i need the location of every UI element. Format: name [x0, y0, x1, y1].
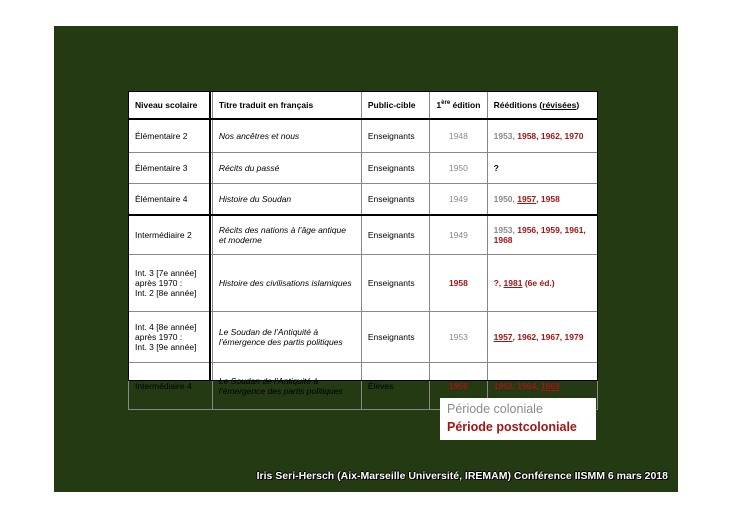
- reedition-segment: 1956, 1959, 1961, 1968: [493, 225, 586, 245]
- cell-level: Élémentaire 3: [129, 153, 213, 184]
- level-line: Int. 3 [7e année]: [135, 268, 197, 278]
- legend-colonial: Période coloniale: [447, 402, 543, 416]
- cell-audience: Enseignants: [361, 255, 429, 312]
- cell-level: [129, 255, 213, 312]
- reedition-segment: 1969: [540, 381, 560, 391]
- cell-reeditions: [487, 255, 597, 312]
- cell-level: [129, 312, 213, 363]
- table-row: [129, 312, 598, 363]
- cell-first-edition: 1950: [430, 153, 487, 184]
- cell-reeditions: [487, 215, 597, 255]
- cell-level: Intermédiaire 2: [129, 215, 213, 255]
- cell-level: Élémentaire 2: [129, 119, 213, 153]
- table-header-row: [129, 92, 598, 120]
- cell-first-edition: 1956: [430, 363, 487, 410]
- cell-title: Le Soudan de l’Antiquité à l’émergence des partis politiques: [212, 312, 361, 363]
- cell-audience: Enseignants: [361, 215, 429, 255]
- table-row: [129, 184, 598, 216]
- cell-title: Récits du passé: [212, 153, 361, 184]
- header-title: Titre traduit en français: [212, 92, 361, 120]
- cell-reeditions: [487, 312, 597, 363]
- level-line: Int. 4 [8e année]: [135, 322, 197, 332]
- cell-audience: Enseignants: [361, 184, 429, 216]
- header-first-text: édition: [450, 100, 481, 110]
- cell-level: Élémentaire 4: [129, 184, 213, 216]
- reedition-segment: (6e éd.): [522, 278, 555, 288]
- cell-title: Histoire des civilisations islamiques: [212, 255, 361, 312]
- cell-first-edition: 1949: [430, 184, 487, 216]
- cell-audience: Élèves: [361, 363, 429, 410]
- header-reeditions-revised: révisées: [542, 100, 577, 110]
- table-row: [129, 119, 598, 153]
- level-line: après 1970 :: [135, 332, 183, 342]
- cell-title: Histoire du Soudan: [212, 184, 361, 216]
- reedition-segment: 1962, 1964,: [493, 381, 541, 391]
- reedition-segment: 1950,: [493, 194, 518, 204]
- cell-first-edition: 1953: [430, 312, 487, 363]
- reedition-segment: , 1958: [536, 194, 560, 204]
- level-line: Int. 2 [8e année]: [135, 288, 197, 298]
- header-reeditions: [487, 92, 597, 120]
- reedition-segment: 1953,: [493, 225, 518, 235]
- table-row: [129, 215, 598, 255]
- cell-reeditions: [487, 153, 597, 184]
- cell-level: Intermédiaire 4: [129, 363, 213, 410]
- cell-title: Récits des nations à l’âge antique et moderne: [212, 215, 361, 255]
- header-audience: Public-cible: [361, 92, 429, 120]
- cell-audience: Enseignants: [361, 119, 429, 153]
- table-column-divider: [209, 91, 211, 381]
- reedition-segment: 1957: [517, 194, 537, 204]
- header-reeditions-pre: Rééditions (: [493, 100, 543, 110]
- slide-footer: Iris Seri-Hersch (Aix-Marseille Université, IREMAM) Conférence IISMM 6 mars 2018: [256, 470, 668, 482]
- table-row: [129, 153, 598, 184]
- reedition-segment: 1957: [493, 332, 513, 342]
- reedition-segment: ?: [493, 163, 499, 173]
- cell-audience: Enseignants: [361, 312, 429, 363]
- cell-first-edition: 1948: [430, 119, 487, 153]
- header-first-num: 1: [436, 100, 442, 110]
- reedition-segment: ?,: [493, 278, 504, 288]
- reedition-segment: 1958, 1962, 1970: [517, 131, 584, 141]
- cell-first-edition: 1949: [430, 215, 487, 255]
- header-reeditions-post: ): [576, 100, 580, 110]
- cell-reeditions: [487, 184, 597, 216]
- cell-title: Le Soudan de l’Antiquité à l’émergence des partis politiques: [212, 363, 361, 410]
- cell-title: Nos ancêtres et nous: [212, 119, 361, 153]
- period-legend: [440, 398, 596, 440]
- cell-audience: Enseignants: [361, 153, 429, 184]
- level-line: après 1970 :: [135, 278, 183, 288]
- header-level: Niveau scolaire: [129, 92, 213, 120]
- level-line: Int. 3 [9e année]: [135, 342, 197, 352]
- reedition-segment: , 1962, 1967, 1979: [512, 332, 584, 342]
- legend-postcolonial: Période postcoloniale: [447, 420, 577, 434]
- table-row: [129, 255, 598, 312]
- cell-first-edition: 1958: [430, 255, 487, 312]
- textbook-table: [128, 91, 598, 396]
- header-first-edition: [430, 92, 487, 120]
- cell-reeditions: [487, 119, 597, 153]
- reedition-segment: 1981: [503, 278, 523, 288]
- header-first-sup: ère: [441, 100, 451, 107]
- reedition-segment: 1953,: [493, 131, 518, 141]
